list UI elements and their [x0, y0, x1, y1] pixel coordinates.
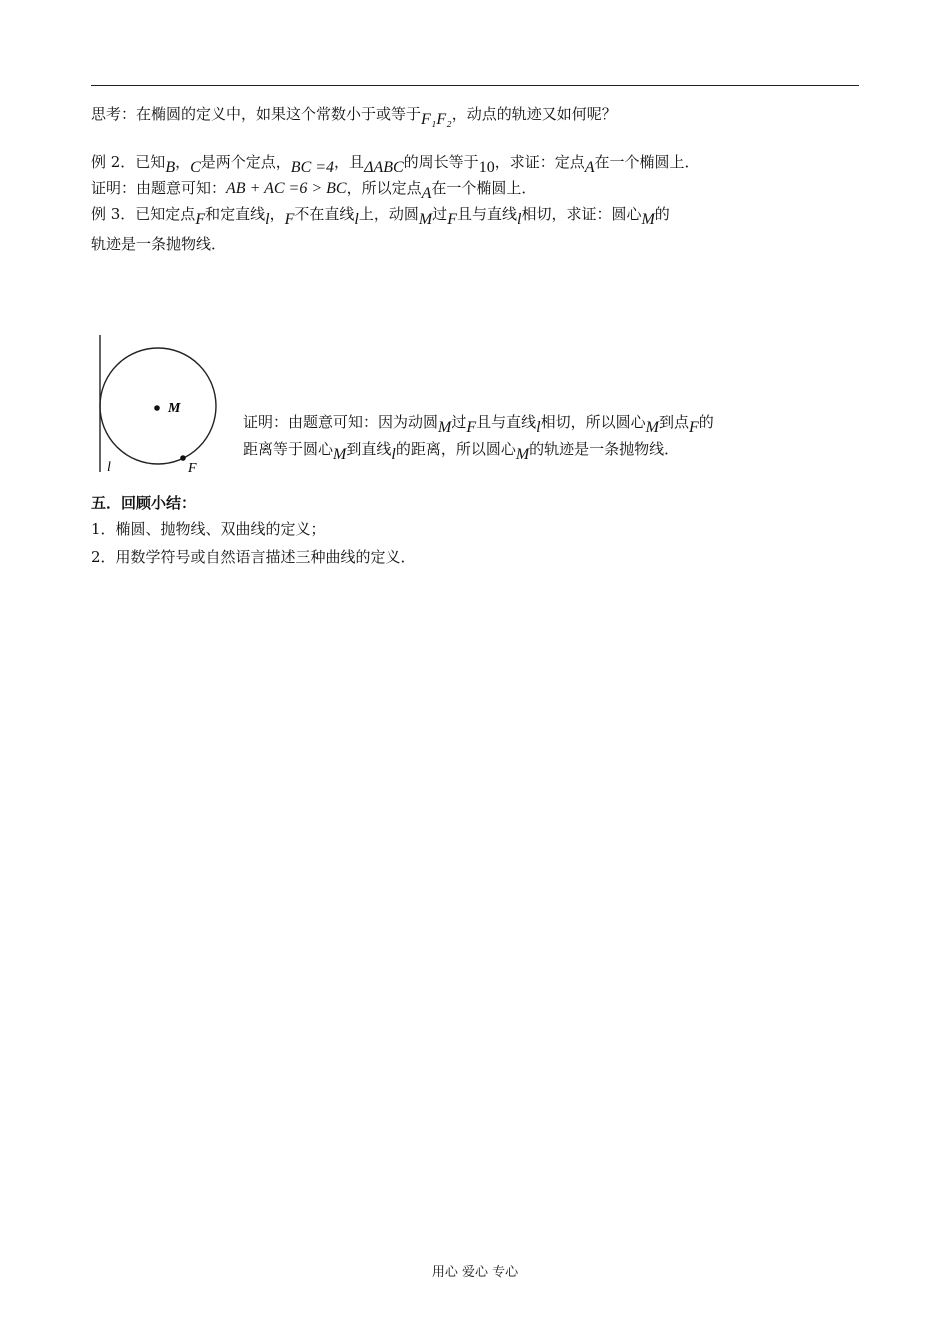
proof3-line2: 距离等于圆心M到直线l的距离，所以圆心M的轨迹是一条抛物线．: [243, 440, 680, 463]
example2-line1: 例 2．已知B，C是两个定点，BC =4，且ΔABC的周长等于10，求证：定点A在一个椭圆上．: [91, 153, 700, 176]
point-f: [180, 455, 186, 461]
example3-line1: 例 3．已知定点F和定直线l，F不在直线l上，动圆M过F且与直线l相切，求证：圆心M的: [91, 205, 670, 228]
math-f1f2: F₁F₂: [421, 111, 452, 128]
center-point-m: [154, 405, 160, 411]
circle-tangent-figure: [90, 330, 230, 480]
example2-line2: 证明：由题意可知：AB + AC =6 > BC，所以定点A在一个椭圆上．: [91, 179, 537, 202]
page-footer: 用心 爱心 专心: [431, 1265, 519, 1280]
example3-line2: 轨迹是一条抛物线．: [91, 235, 227, 253]
summary-heading: 五．回顾小结：: [91, 494, 197, 512]
think-paragraph: 思考：在椭圆的定义中，如果这个常数小于或等于F₁F₂，动点的轨迹又如何呢？: [91, 105, 617, 128]
label-l: l: [107, 460, 111, 475]
label-f: F: [188, 461, 197, 476]
label-m: M: [168, 401, 181, 416]
header-rule: [91, 85, 859, 86]
proof3-line1: 证明：由题意可知：因为动圆M过F且与直线l相切，所以圆心M到点F的: [243, 413, 714, 436]
summary-item-1: 1．椭圆、抛物线、双曲线的定义；: [91, 520, 326, 538]
summary-item-2: 2．用数学符号或自然语言描述三种曲线的定义．: [91, 548, 416, 566]
